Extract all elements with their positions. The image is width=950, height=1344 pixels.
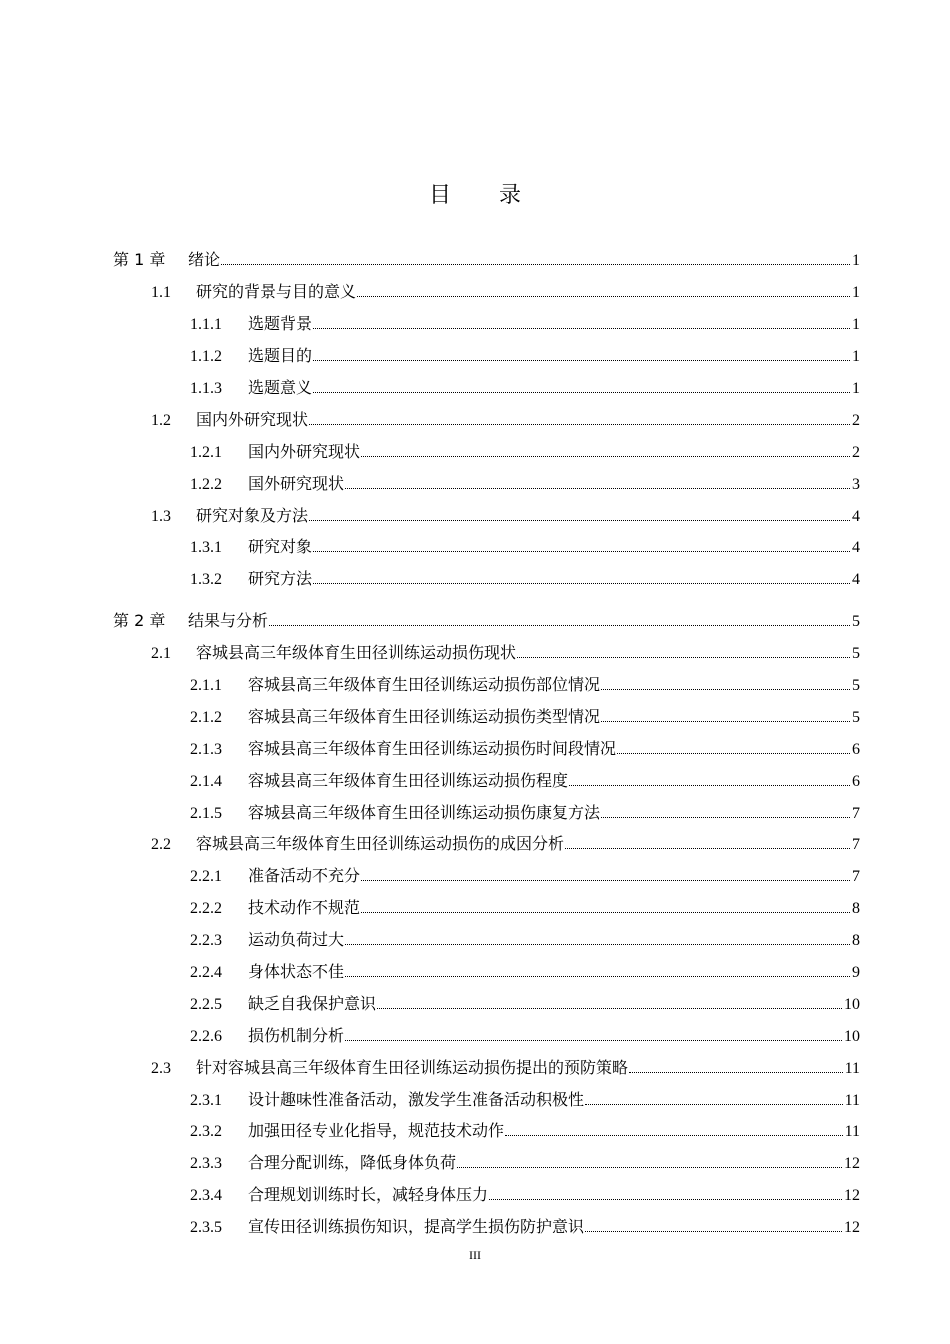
toc-entry-page: 7 — [852, 836, 860, 854]
toc-entry-title: 合理规划训练时长，减轻身体压力 — [248, 1185, 489, 1205]
dot-leader — [313, 360, 850, 361]
toc-entry-title: 加强田径专业化指导，规范技术动作 — [248, 1121, 505, 1141]
toc-entry-title: 运动负荷过大 — [248, 930, 345, 950]
toc-entry-title: 损伤机制分析 — [248, 1025, 345, 1045]
toc-entry-line — [190, 1118, 860, 1141]
toc-entry-line — [190, 343, 860, 366]
toc-entry-number: 1.2.1 — [190, 443, 222, 461]
toc-entry-number: 1.2.2 — [190, 475, 222, 493]
toc-entry[interactable] — [0, 1018, 950, 1050]
toc-entry-page: 4 — [852, 507, 860, 525]
toc-entry-title: 准备活动不充分 — [248, 866, 361, 886]
toc-entry-number: 1.1.2 — [190, 348, 222, 366]
toc-entry-page: 5 — [852, 613, 860, 631]
toc-entry-line — [190, 1087, 860, 1110]
dot-leader — [309, 520, 850, 521]
toc-entry-number: 2.2.2 — [190, 900, 222, 918]
toc-entry-line — [190, 895, 860, 918]
toc-entry[interactable] — [0, 307, 950, 339]
dot-leader — [601, 689, 850, 690]
toc-entry-line — [190, 736, 860, 759]
toc-entry-page: 11 — [844, 1059, 860, 1077]
toc-entry-number: 1.3.1 — [190, 539, 222, 557]
toc-entry-title: 容城县高三年级体育生田径训练运动损伤康复方法 — [248, 802, 601, 822]
dot-leader — [601, 721, 850, 722]
toc-entry-line — [113, 247, 860, 270]
toc-entry-title: 容城县高三年级体育生田径训练运动损伤的成因分析 — [196, 834, 565, 854]
toc-entry-number: 1.1.3 — [190, 380, 222, 397]
toc-entry-title: 选题目的 — [248, 346, 313, 366]
toc-entry-page: 10 — [844, 995, 860, 1013]
toc-entry[interactable] — [0, 795, 950, 827]
toc-entry-line — [190, 1150, 860, 1173]
toc-entry-number: 2.1.5 — [190, 804, 222, 822]
toc-entry-title: 容城县高三年级体育生田径训练运动损伤时间段情况 — [248, 738, 617, 758]
toc-entry[interactable] — [0, 434, 950, 466]
toc-entry-line — [190, 959, 860, 982]
toc-entry-number: 2.3.2 — [190, 1123, 222, 1141]
toc-entry-page: 2 — [852, 443, 860, 461]
toc-entry-line — [190, 800, 860, 823]
toc-entry-page: 2 — [852, 411, 860, 429]
toc-entry-number: 2.3.3 — [190, 1155, 222, 1173]
toc-entry-page: 1 — [852, 284, 860, 302]
dot-leader — [361, 456, 850, 457]
toc-entry-page: 8 — [852, 932, 860, 950]
dot-leader — [313, 328, 850, 329]
toc-entry-page: 12 — [844, 1219, 860, 1237]
dot-leader — [601, 817, 850, 818]
toc-entry-number: 1.1 — [151, 284, 171, 302]
toc-entry-page: 6 — [852, 740, 860, 758]
dot-leader — [309, 424, 850, 425]
toc-entry-page: 5 — [852, 645, 860, 663]
page-title — [0, 178, 950, 209]
dot-leader — [361, 880, 850, 881]
toc-entry[interactable] — [0, 827, 950, 859]
toc-entry-page: 3 — [852, 475, 860, 493]
toc-entry-number: 2.2.3 — [190, 932, 222, 950]
toc-entry-title: 绪论 — [188, 250, 221, 270]
toc-entry-page: 5 — [852, 677, 860, 695]
dot-leader — [377, 1008, 842, 1009]
toc-entry-number: 1.2 — [151, 411, 171, 429]
toc-entry[interactable] — [0, 891, 950, 923]
toc-entry-line — [190, 439, 860, 462]
toc-entry[interactable] — [0, 1114, 950, 1146]
dot-leader — [489, 1199, 842, 1200]
toc-entry-title: 研究对象 — [248, 537, 313, 557]
toc-entry-number: 2.1 — [151, 645, 171, 663]
toc-entry-number: 2.2.4 — [190, 964, 222, 982]
toc-entry-number: 2.1.2 — [190, 708, 222, 726]
dot-leader — [585, 1104, 843, 1105]
toc-entry-title: 选题背景 — [248, 314, 313, 334]
toc-entry-number: 2.2.1 — [190, 868, 222, 886]
toc-entry-page: 11 — [844, 1091, 860, 1109]
toc-entry-page: 4 — [852, 571, 860, 589]
toc-entry[interactable] — [0, 371, 950, 403]
toc-entry-title: 研究方法 — [248, 569, 313, 589]
toc-entry-page: 1 — [852, 252, 860, 270]
dot-leader — [313, 551, 850, 552]
toc-entry-line — [190, 768, 860, 791]
toc-entry-title: 国外研究现状 — [248, 473, 345, 493]
toc-entry[interactable] — [0, 955, 950, 987]
toc-entry-line — [190, 1214, 860, 1237]
toc-entry-number: 2.3 — [151, 1059, 171, 1077]
toc-entry[interactable] — [0, 1082, 950, 1114]
toc-entry-line — [190, 1182, 860, 1205]
toc-entry-line — [190, 375, 860, 398]
toc-entry-title: 宣传田径训练损伤知识，提高学生损伤防护意识 — [248, 1217, 585, 1237]
toc-entry-line — [190, 863, 860, 886]
toc-entry-title: 研究的背景与目的意义 — [196, 282, 357, 302]
toc-entry-number: 1.3.2 — [190, 571, 222, 589]
toc-entry[interactable] — [0, 668, 950, 700]
dot-leader — [345, 944, 850, 945]
toc-entry-title: 结果与分析 — [188, 611, 269, 631]
toc-entry-line — [190, 991, 860, 1014]
toc-entry-page: 1 — [852, 316, 860, 334]
dot-leader — [269, 625, 850, 626]
toc-entry-page: 6 — [852, 772, 860, 790]
dot-leader — [565, 848, 850, 849]
toc-entry-page: 7 — [852, 804, 860, 822]
dot-leader — [361, 912, 850, 913]
dot-leader — [345, 1040, 842, 1041]
toc-entry-number: 2.1.3 — [190, 740, 222, 758]
dot-leader — [313, 392, 850, 393]
toc-entry-line — [151, 279, 860, 302]
toc-entry[interactable] — [0, 763, 950, 795]
toc-entry-line — [151, 640, 860, 663]
toc-entry[interactable] — [0, 402, 950, 434]
toc-entry-number: 2.3.5 — [190, 1219, 222, 1237]
toc-entry-page: 1 — [852, 348, 860, 366]
toc-entry-line — [151, 1055, 860, 1078]
toc-entry-title: 容城县高三年级体育生田径训练运动损伤部位情况 — [248, 675, 601, 695]
toc-entry[interactable] — [0, 859, 950, 891]
toc-entry-line — [113, 608, 860, 631]
toc-entry-title: 身体状态不佳 — [248, 962, 345, 982]
toc-entry[interactable] — [0, 1210, 950, 1242]
toc-entry[interactable] — [0, 562, 950, 594]
toc-entry-number: 2.1.1 — [190, 677, 222, 695]
toc-entry-page: 8 — [852, 900, 860, 918]
toc-entry-page: 12 — [844, 1155, 860, 1173]
toc-entry-number: 2.1.4 — [190, 772, 222, 790]
toc-entry-line — [190, 704, 860, 727]
toc-entry-title: 容城县高三年级体育生田径训练运动损伤现状 — [196, 643, 517, 663]
toc-entry-title: 针对容城县高三年级体育生田径训练运动损伤提出的预防策略 — [196, 1057, 629, 1077]
toc-entry-number: 2.2.5 — [190, 995, 222, 1013]
toc-entry-title: 缺乏自我保护意识 — [248, 993, 377, 1013]
dot-leader — [629, 1072, 843, 1073]
toc-entry-title: 选题意义 — [248, 378, 313, 397]
title-char-2: 录 — [499, 183, 522, 208]
toc-entry-page: 10 — [844, 1027, 860, 1045]
toc-entry-line — [190, 534, 860, 557]
toc-entry-title: 国内外研究现状 — [248, 441, 361, 461]
page-number: III — [469, 1248, 481, 1262]
toc-entry-line — [190, 672, 860, 695]
toc-entry-number: 1.1.1 — [190, 316, 222, 334]
toc-entry[interactable] — [0, 466, 950, 498]
toc-entry-title: 技术动作不规范 — [248, 898, 361, 918]
dot-leader — [345, 488, 850, 489]
toc-entry-line — [151, 503, 860, 526]
toc-entry-page: 11 — [844, 1123, 860, 1141]
toc-entry-number: 2.2.6 — [190, 1027, 222, 1045]
toc-entry-number: 1.3 — [151, 507, 171, 525]
dot-leader — [517, 657, 850, 658]
toc-entry[interactable] — [0, 275, 950, 307]
toc-entry[interactable] — [0, 243, 950, 275]
toc-entry-title: 容城县高三年级体育生田径训练运动损伤类型情况 — [248, 706, 601, 726]
toc-entry[interactable] — [0, 923, 950, 955]
toc-entry-page: 9 — [852, 964, 860, 982]
toc-entry-line — [190, 566, 860, 589]
toc-entry[interactable] — [0, 986, 950, 1018]
toc-entry[interactable] — [0, 1178, 950, 1210]
dot-leader — [345, 976, 850, 977]
title-char-1: 目 — [428, 183, 451, 208]
dot-leader — [617, 753, 850, 754]
dot-leader — [585, 1231, 842, 1232]
toc-entry-title: 国内外研究现状 — [196, 409, 309, 429]
toc-entry-page: 4 — [852, 539, 860, 557]
toc-entry-title: 设计趣味性准备活动，激发学生准备活动积极性 — [248, 1089, 585, 1109]
toc-entry[interactable] — [0, 699, 950, 731]
toc-entry[interactable] — [0, 339, 950, 371]
toc-entry-page: 5 — [852, 708, 860, 726]
dot-leader — [357, 296, 850, 297]
toc-entry[interactable] — [0, 636, 950, 668]
toc-entry-line — [190, 471, 860, 494]
toc-entry[interactable] — [0, 731, 950, 763]
toc-entry[interactable] — [0, 1146, 950, 1178]
toc-entry-number: 2.2 — [151, 836, 171, 854]
dot-leader — [221, 264, 850, 265]
toc-entry-number: 第 2 章 — [113, 611, 166, 631]
toc-entry-page: 1 — [852, 380, 860, 397]
toc-entry[interactable] — [0, 604, 950, 636]
toc-entry-line — [151, 831, 860, 854]
toc-entry-page: 12 — [844, 1187, 860, 1205]
dot-leader — [569, 785, 850, 786]
toc-entry-line — [190, 311, 860, 334]
toc-entry-number: 2.3.1 — [190, 1091, 222, 1109]
toc-entry-page: 7 — [852, 868, 860, 886]
toc-entry-number: 2.3.4 — [190, 1187, 222, 1205]
toc-entry-title: 合理分配训练，降低身体负荷 — [248, 1153, 457, 1173]
toc-entry[interactable] — [0, 498, 950, 530]
toc-entry-line — [151, 407, 860, 430]
toc-entry[interactable] — [0, 1050, 950, 1082]
toc-entry-line — [190, 927, 860, 950]
toc-entry-line — [190, 1023, 860, 1046]
toc-entry-number: 第 1 章 — [113, 250, 166, 270]
toc-entry-title: 研究对象及方法 — [196, 505, 309, 525]
table-of-contents — [0, 243, 950, 1242]
dot-leader — [313, 583, 850, 584]
toc-entry[interactable] — [0, 530, 950, 562]
dot-leader — [457, 1167, 842, 1168]
toc-entry-title: 容城县高三年级体育生田径训练运动损伤程度 — [248, 770, 569, 790]
dot-leader — [505, 1135, 843, 1136]
